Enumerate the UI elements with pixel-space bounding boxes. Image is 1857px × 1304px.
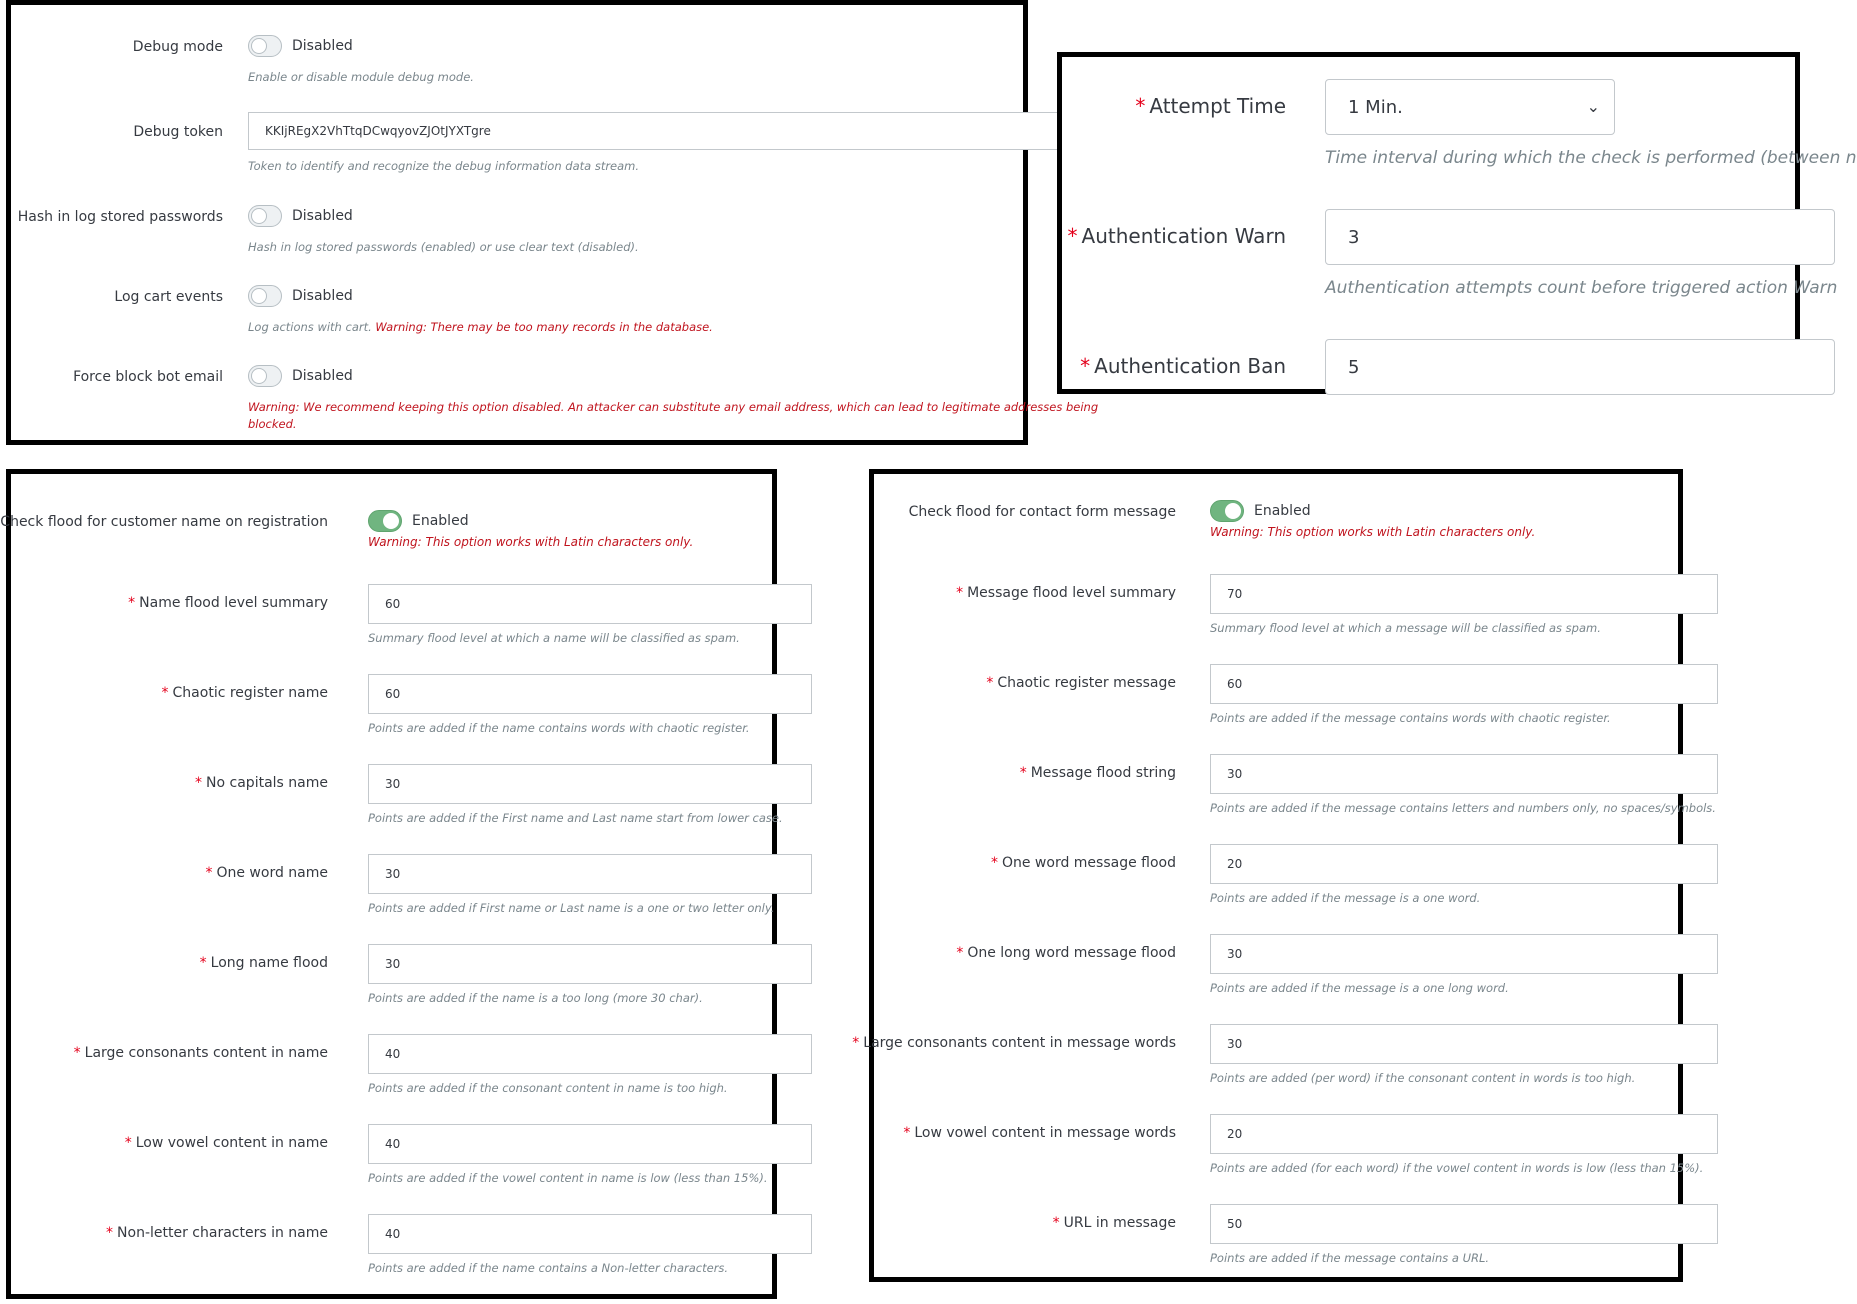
field-label-text: One word message flood bbox=[1001, 855, 1176, 871]
field-label-text: Low vowel content in message words bbox=[914, 1125, 1176, 1141]
field-input[interactable] bbox=[1210, 754, 1718, 794]
field-value: 40 bbox=[385, 1137, 401, 1151]
field-label bbox=[128, 595, 328, 611]
field-help: Points are added if the name is a too long (more 30 char). bbox=[368, 991, 703, 1005]
field-input[interactable] bbox=[1210, 934, 1718, 974]
toggle-track[interactable] bbox=[1210, 500, 1244, 522]
field-value: 20 bbox=[1227, 1127, 1243, 1141]
toggle-state-text: Disabled bbox=[292, 368, 353, 384]
field-help: Points are added (per word) if the consonant content in words is too high. bbox=[1210, 1071, 1636, 1085]
debug-token-help: Token to identify and recognize the debug information data stream. bbox=[248, 159, 640, 173]
field-help: Points are added if the message contains a URL. bbox=[1210, 1251, 1490, 1265]
field-help: Points are added if the vowel content in name is low (less than 15%). bbox=[368, 1171, 768, 1185]
required-mark: * bbox=[124, 1135, 132, 1151]
auth-ban-value: 5 bbox=[1348, 356, 1360, 378]
required-mark: * bbox=[106, 1225, 114, 1241]
toggle-knob bbox=[251, 288, 267, 304]
field-help: Points are added if First name or Last name is a one or two letter only. bbox=[368, 901, 775, 915]
required-mark: * bbox=[205, 865, 213, 881]
field-input[interactable] bbox=[368, 674, 812, 714]
field-value: 30 bbox=[1227, 1037, 1243, 1051]
field-label-text: Chaotic register message bbox=[997, 675, 1176, 691]
auth-warn-value: 3 bbox=[1348, 226, 1360, 248]
field-label bbox=[1020, 765, 1176, 781]
field-label-text: Low vowel content in name bbox=[135, 1135, 328, 1151]
field-input[interactable] bbox=[368, 1034, 812, 1074]
hash-passwords-label: Hash in log stored passwords bbox=[17, 209, 223, 225]
field-value: 60 bbox=[1227, 677, 1243, 691]
field-label bbox=[852, 1035, 1176, 1051]
required-mark: * bbox=[161, 685, 169, 701]
toggle-track[interactable] bbox=[248, 285, 282, 307]
field-label bbox=[200, 955, 328, 971]
debug-token-label: Debug token bbox=[133, 124, 223, 140]
debug-settings-panel bbox=[6, 0, 1099, 445]
required-mark: * bbox=[990, 855, 998, 871]
log-cart-label: Log cart events bbox=[114, 289, 223, 305]
required-mark: * bbox=[986, 675, 994, 691]
toggle-knob bbox=[251, 368, 267, 384]
debug-token-value: KKIjREgX2VhTtqDCwqyovZJOtJYXTgre bbox=[265, 124, 491, 138]
field-input[interactable] bbox=[1210, 574, 1718, 614]
field-value: 70 bbox=[1227, 587, 1243, 601]
name-flood-panel bbox=[0, 469, 783, 1299]
field-input[interactable] bbox=[368, 854, 812, 894]
field-input[interactable] bbox=[1210, 1024, 1718, 1064]
hash-passwords-switch[interactable] bbox=[248, 205, 1063, 231]
toggle-state-text: Disabled bbox=[292, 288, 353, 304]
required-mark: * bbox=[1067, 224, 1078, 248]
auth-ban-label-text: Authentication Ban bbox=[1094, 354, 1286, 378]
required-mark: * bbox=[852, 1035, 860, 1051]
required-mark: * bbox=[903, 1125, 911, 1141]
debug-token-input[interactable] bbox=[248, 112, 1063, 150]
required-mark: * bbox=[1019, 765, 1027, 781]
force-block-warning-line1: Warning: We recommend keeping this option disabled. An attacker can substitute any email address, which can lead to legitimate addresses being bbox=[248, 400, 1099, 414]
field-label-text: Message flood level summary bbox=[967, 585, 1176, 601]
attempt-time-label bbox=[1135, 94, 1286, 118]
message-flood-switch[interactable] bbox=[1210, 500, 1718, 526]
field-help: Summary flood level at which a message will be classified as spam. bbox=[1210, 621, 1601, 635]
field-label bbox=[956, 945, 1176, 961]
field-input[interactable] bbox=[1210, 1204, 1718, 1244]
field-help: Points are added if the message is a one word. bbox=[1210, 891, 1481, 905]
toggle-knob bbox=[251, 208, 267, 224]
field-label-text: Large consonants content in message words bbox=[863, 1035, 1176, 1051]
field-label bbox=[903, 1125, 1176, 1141]
field-label bbox=[162, 685, 328, 701]
authentication-panel bbox=[1057, 52, 1857, 394]
toggle-track[interactable] bbox=[248, 205, 282, 227]
field-label bbox=[125, 1135, 328, 1151]
field-label-text: Large consonants content in name bbox=[84, 1045, 328, 1061]
log-cart-help-text: Log actions with cart. bbox=[248, 320, 372, 334]
toggle-knob bbox=[251, 38, 267, 54]
debug-mode-label: Debug mode bbox=[132, 39, 223, 55]
required-mark: * bbox=[1052, 1215, 1060, 1231]
field-help: Points are added (for each word) if the vowel content in words is low (less than 15%). bbox=[1210, 1161, 1704, 1175]
auth-ban-input[interactable] bbox=[1325, 339, 1835, 395]
attempt-time-label-text: Attempt Time bbox=[1149, 94, 1286, 118]
auth-warn-help: Authentication attempts count before triggered action Warn bbox=[1325, 278, 1838, 298]
message-flood-panel bbox=[852, 469, 1716, 1282]
field-label bbox=[106, 1225, 328, 1241]
field-label-text: Non-letter characters in name bbox=[117, 1225, 328, 1241]
field-value: 30 bbox=[385, 867, 401, 881]
name-flood-switch[interactable] bbox=[368, 510, 812, 536]
field-input[interactable] bbox=[1210, 844, 1718, 884]
required-mark: * bbox=[1080, 354, 1091, 378]
toggle-state-text: Disabled bbox=[292, 38, 353, 54]
field-value: 30 bbox=[385, 777, 401, 791]
field-help: Points are added if the name contains a Non-letter characters. bbox=[368, 1261, 729, 1275]
field-label bbox=[991, 855, 1176, 871]
required-mark: * bbox=[956, 585, 964, 601]
field-value: 30 bbox=[1227, 947, 1243, 961]
field-label-text: One long word message flood bbox=[967, 945, 1176, 961]
required-mark: * bbox=[956, 945, 964, 961]
hash-passwords-help: Hash in log stored passwords (enabled) or use clear text (disabled). bbox=[248, 240, 639, 254]
chevron-down-icon: ⌄ bbox=[1586, 97, 1600, 116]
field-label-text: Name flood level summary bbox=[139, 595, 328, 611]
required-mark: * bbox=[195, 775, 203, 791]
field-help: Points are added if the consonant content in name is too high. bbox=[368, 1081, 728, 1095]
field-label bbox=[195, 775, 328, 791]
message-flood-toggle-label: Check flood for contact form message bbox=[908, 504, 1176, 520]
attempt-time-select[interactable] bbox=[1325, 79, 1615, 135]
field-value: 20 bbox=[1227, 857, 1243, 871]
debug-mode-switch[interactable] bbox=[248, 35, 1063, 61]
field-label-text: No capitals name bbox=[206, 775, 328, 791]
field-value: 50 bbox=[1227, 1217, 1243, 1231]
force-block-switch[interactable] bbox=[248, 365, 1063, 391]
field-input[interactable] bbox=[368, 944, 812, 984]
toggle-track[interactable] bbox=[248, 365, 282, 387]
field-help: Points are added if the message contains words with chaotic register. bbox=[1210, 711, 1611, 725]
field-label-text: Message flood string bbox=[1030, 765, 1176, 781]
debug-mode-help: Enable or disable module debug mode. bbox=[248, 70, 474, 84]
field-input[interactable] bbox=[368, 1214, 812, 1254]
auth-warn-input[interactable] bbox=[1325, 209, 1835, 265]
field-label-text: One word name bbox=[216, 865, 328, 881]
force-block-warning-line2: blocked. bbox=[248, 417, 297, 431]
required-mark: * bbox=[1135, 94, 1146, 118]
force-block-label: Force block bot email bbox=[73, 369, 223, 385]
field-label bbox=[956, 585, 1176, 601]
field-value: 30 bbox=[1227, 767, 1243, 781]
required-mark: * bbox=[128, 595, 136, 611]
field-label bbox=[1053, 1215, 1176, 1231]
toggle-track[interactable] bbox=[248, 35, 282, 57]
field-label-text: Chaotic register name bbox=[172, 685, 328, 701]
field-help: Points are added if the name contains words with chaotic register. bbox=[368, 721, 750, 735]
field-value: 60 bbox=[385, 687, 401, 701]
toggle-knob bbox=[383, 513, 399, 529]
field-label-text: Long name flood bbox=[210, 955, 328, 971]
name-flood-toggle-label: Check flood for customer name on registration bbox=[0, 514, 328, 530]
message-flood-warning: Warning: This option works with Latin characters only. bbox=[1210, 525, 1536, 539]
auth-ban-label bbox=[1080, 354, 1286, 378]
field-input[interactable] bbox=[1210, 1114, 1718, 1154]
toggle-state-text: Enabled bbox=[412, 513, 469, 529]
field-input[interactable] bbox=[368, 1124, 812, 1164]
field-input[interactable] bbox=[368, 764, 812, 804]
field-input[interactable] bbox=[1210, 664, 1718, 704]
toggle-track[interactable] bbox=[368, 510, 402, 532]
toggle-knob bbox=[1225, 503, 1241, 519]
field-label bbox=[986, 675, 1176, 691]
field-value: 30 bbox=[385, 957, 401, 971]
auth-warn-label bbox=[1068, 224, 1286, 248]
field-value: 60 bbox=[385, 597, 401, 611]
field-label-text: URL in message bbox=[1063, 1215, 1176, 1231]
name-flood-warning: Warning: This option works with Latin characters only. bbox=[368, 535, 694, 549]
field-help: Points are added if the message contains letters and numbers only, no spaces/symbols. bbox=[1210, 801, 1716, 815]
required-mark: * bbox=[199, 955, 207, 971]
field-value: 40 bbox=[385, 1047, 401, 1061]
log-cart-help bbox=[248, 320, 713, 334]
attempt-time-row bbox=[1062, 79, 1857, 168]
field-input[interactable] bbox=[368, 584, 812, 624]
field-label bbox=[74, 1045, 328, 1061]
log-cart-switch[interactable] bbox=[248, 285, 1063, 311]
field-help: Summary flood level at which a name will be classified as spam. bbox=[368, 631, 740, 645]
toggle-state-text: Enabled bbox=[1254, 503, 1311, 519]
toggle-state-text: Disabled bbox=[292, 208, 353, 224]
required-mark: * bbox=[73, 1045, 81, 1061]
log-cart-warning: Warning: There may be too many records in the database. bbox=[375, 320, 713, 334]
field-help: Points are added if the First name and Last name start from lower case. bbox=[368, 811, 783, 825]
field-help: Points are added if the message is a one long word. bbox=[1210, 981, 1509, 995]
field-value: 40 bbox=[385, 1227, 401, 1241]
auth-warn-label-text: Authentication Warn bbox=[1081, 224, 1286, 248]
field-label bbox=[205, 865, 328, 881]
attempt-time-help: Time interval during which the check is performed (between n bbox=[1325, 148, 1857, 168]
attempt-time-value: 1 Min. bbox=[1348, 96, 1403, 118]
